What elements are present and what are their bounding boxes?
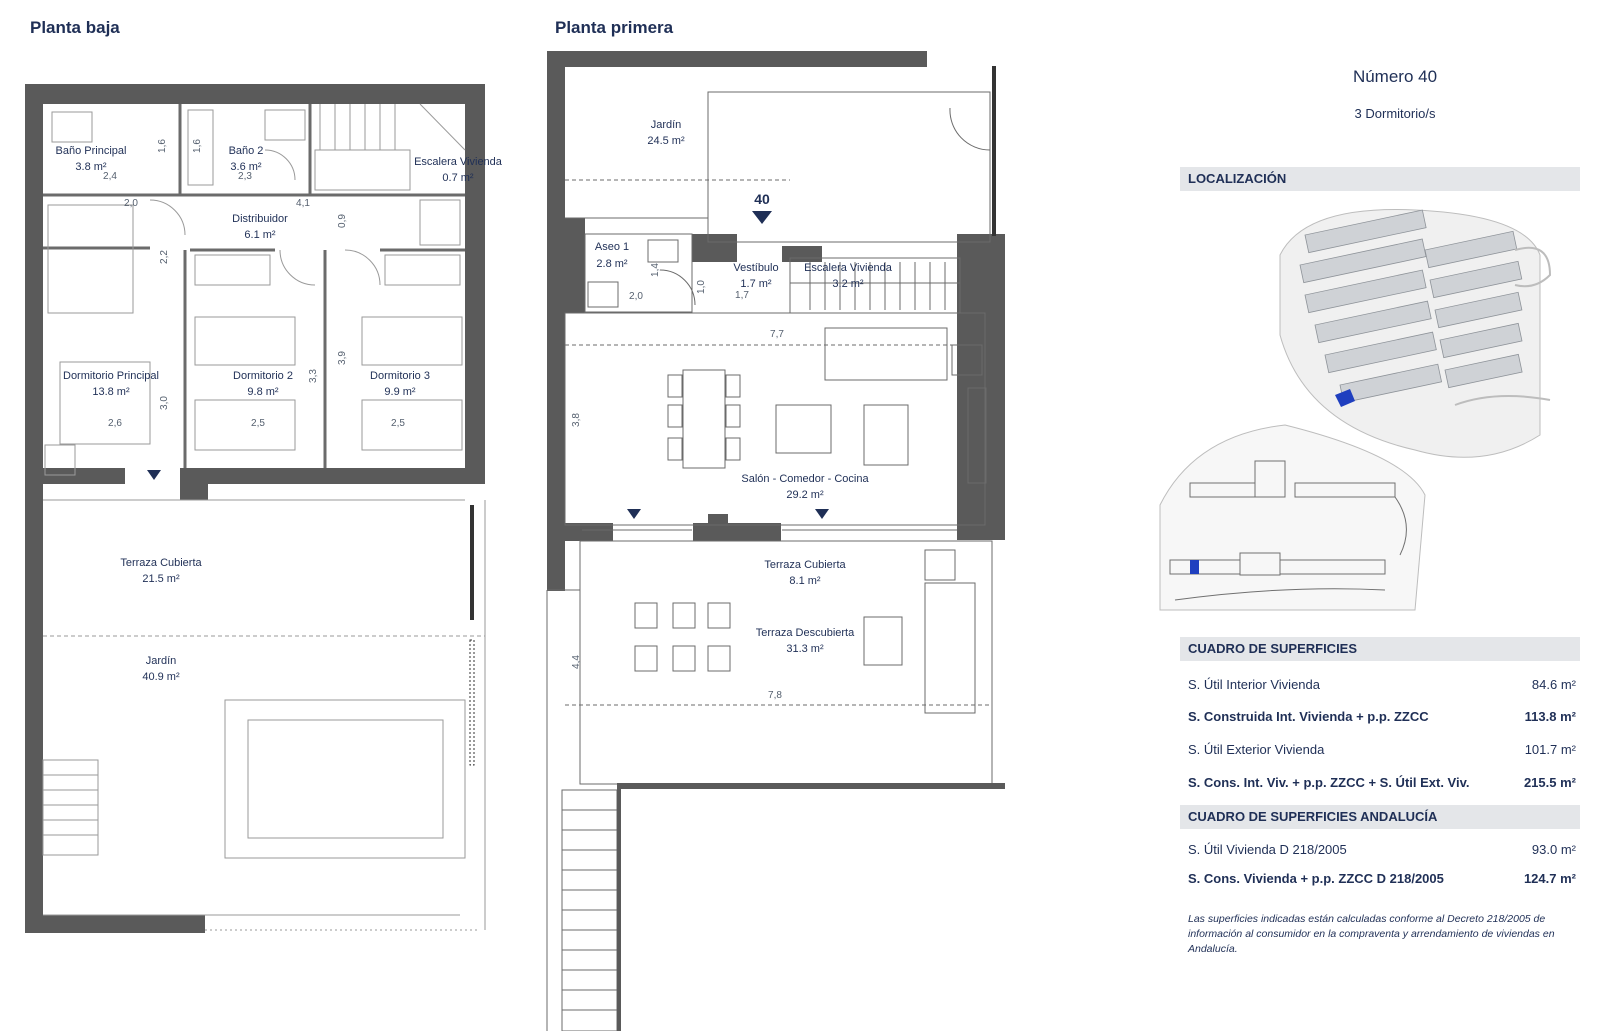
unit-number: Número 40 — [1352, 67, 1438, 86]
unit-marker-arrow-icon — [752, 211, 772, 224]
surface-label: S. Cons. Int. Viv. + p.p. ZZCC + S. Útil Ext. Viv. — [1188, 775, 1470, 790]
andalucia-header: CUADRO DE SUPERFICIES ANDALUCÍA — [1180, 805, 1580, 829]
room-area: 31.3 m² — [786, 643, 824, 655]
room-area: 21.5 m² — [142, 573, 180, 585]
room-area: 29.2 m² — [786, 489, 824, 501]
dimension: 2,3 — [238, 171, 252, 182]
room-area: 24.5 m² — [647, 135, 685, 147]
surface-value: 101.7 m² — [1524, 742, 1576, 757]
room-name: Salón - Comedor - Cocina — [741, 473, 869, 485]
dimension: 1,0 — [696, 280, 707, 294]
dimension: 1,6 — [157, 139, 168, 153]
surface-value: 84.6 m² — [1531, 677, 1576, 692]
surface-label: S. Útil Interior Vivienda — [1188, 677, 1320, 692]
dimension: 4,1 — [296, 198, 310, 209]
dimension: 7,8 — [768, 690, 782, 701]
surface-value: 113.8 m² — [1524, 709, 1576, 724]
surface-value: 215.5 m² — [1523, 775, 1576, 790]
dimension: 3,0 — [159, 396, 170, 410]
room-area: 1.7 m² — [740, 278, 772, 290]
dimension: 0,9 — [337, 214, 348, 228]
ground-floor-title: Planta baja — [30, 18, 120, 37]
surface-label: S. Cons. Vivienda + p.p. ZZCC D 218/2005 — [1188, 871, 1444, 886]
surface-value: 124.7 m² — [1523, 871, 1576, 886]
dimension: 1,4 — [650, 263, 661, 277]
dimension: 7,7 — [770, 329, 784, 340]
dimension: 2,6 — [108, 418, 122, 429]
dimension: 2,0 — [629, 291, 643, 302]
dimension: 2,4 — [103, 171, 117, 182]
room-name: Jardín — [145, 655, 177, 667]
location-map — [1155, 195, 1565, 615]
dimension: 2,5 — [251, 418, 265, 429]
surface-value: 93.0 m² — [1531, 842, 1576, 857]
surface-label: S. Construida Int. Vivienda + p.p. ZZCC — [1188, 709, 1429, 724]
room-area: 13.8 m² — [92, 386, 130, 398]
room-name: Baño 2 — [228, 145, 264, 157]
dimension: 1,7 — [735, 290, 749, 301]
room-area: 3.2 m² — [832, 278, 864, 290]
surface-row — [1188, 871, 1576, 886]
room-name: Baño Principal — [55, 145, 127, 157]
room-name: Terraza Cubierta — [120, 557, 202, 569]
dimension: 3,8 — [571, 413, 582, 427]
dimension: 2,5 — [391, 418, 405, 429]
surface-label: S. Útil Exterior Vivienda — [1188, 742, 1325, 757]
surface-row — [1188, 709, 1576, 724]
surface-row — [1188, 677, 1576, 692]
legal-note: Las superficies indicadas están calculadas conforme al Decreto 218/2005 de información al consumidor en la compraventa y arrendamiento de viviendas en Andalucía. — [1188, 913, 1555, 955]
room-area: 3.8 m² — [75, 161, 107, 173]
room-name: Dormitorio 3 — [370, 370, 430, 382]
first-floor-title: Planta primera — [555, 18, 674, 37]
unit-marker: 40 — [754, 191, 770, 207]
room-name: Jardín — [650, 119, 682, 131]
surface-label: S. Útil Vivienda D 218/2005 — [1188, 842, 1347, 857]
room-name: Dormitorio Principal — [63, 370, 159, 382]
entry-arrow-icon — [815, 509, 829, 519]
superficies-header: CUADRO DE SUPERFICIES — [1180, 637, 1580, 661]
room-name: Vestíbulo — [733, 262, 779, 274]
room-area: 3.6 m² — [230, 161, 262, 173]
dimension: 3,3 — [308, 369, 319, 383]
dimension: 2,0 — [124, 198, 138, 209]
surface-row — [1188, 742, 1576, 757]
room-area: 6.1 m² — [244, 229, 276, 241]
room-area: 9.8 m² — [247, 386, 279, 398]
entry-arrow-icon — [147, 470, 161, 480]
room-name: Dormitorio 2 — [233, 370, 293, 382]
room-name: Distribuidor — [232, 213, 288, 225]
room-name: Terraza Cubierta — [764, 559, 846, 571]
dimension: 1,6 — [192, 139, 203, 153]
entry-arrow-icon — [627, 509, 641, 519]
first-floor-plan — [520, 0, 1020, 1031]
room-name: Terraza Descubierta — [755, 627, 855, 639]
dimension: 2,2 — [159, 250, 170, 264]
room-name: Aseo 1 — [594, 241, 630, 253]
surface-row — [1188, 842, 1576, 857]
room-area: 40.9 m² — [142, 671, 180, 683]
room-area: 9.9 m² — [384, 386, 416, 398]
dimension: 4,4 — [571, 655, 582, 669]
room-area: 0.7 m² — [442, 172, 474, 184]
localizacion-header: LOCALIZACIÓN — [1180, 167, 1580, 191]
bedroom-count: 3 Dormitorio/s — [1354, 106, 1436, 121]
surface-row — [1188, 775, 1576, 790]
room-name: Escalera Vivienda — [414, 156, 502, 168]
room-area: 8.1 m² — [789, 575, 821, 587]
room-name: Escalera Vivienda — [804, 262, 892, 274]
dimension: 3,9 — [337, 351, 348, 365]
unit-plan-highlight — [1190, 560, 1199, 574]
room-area: 2.8 m² — [596, 258, 628, 270]
ground-floor-plan — [0, 0, 520, 1031]
